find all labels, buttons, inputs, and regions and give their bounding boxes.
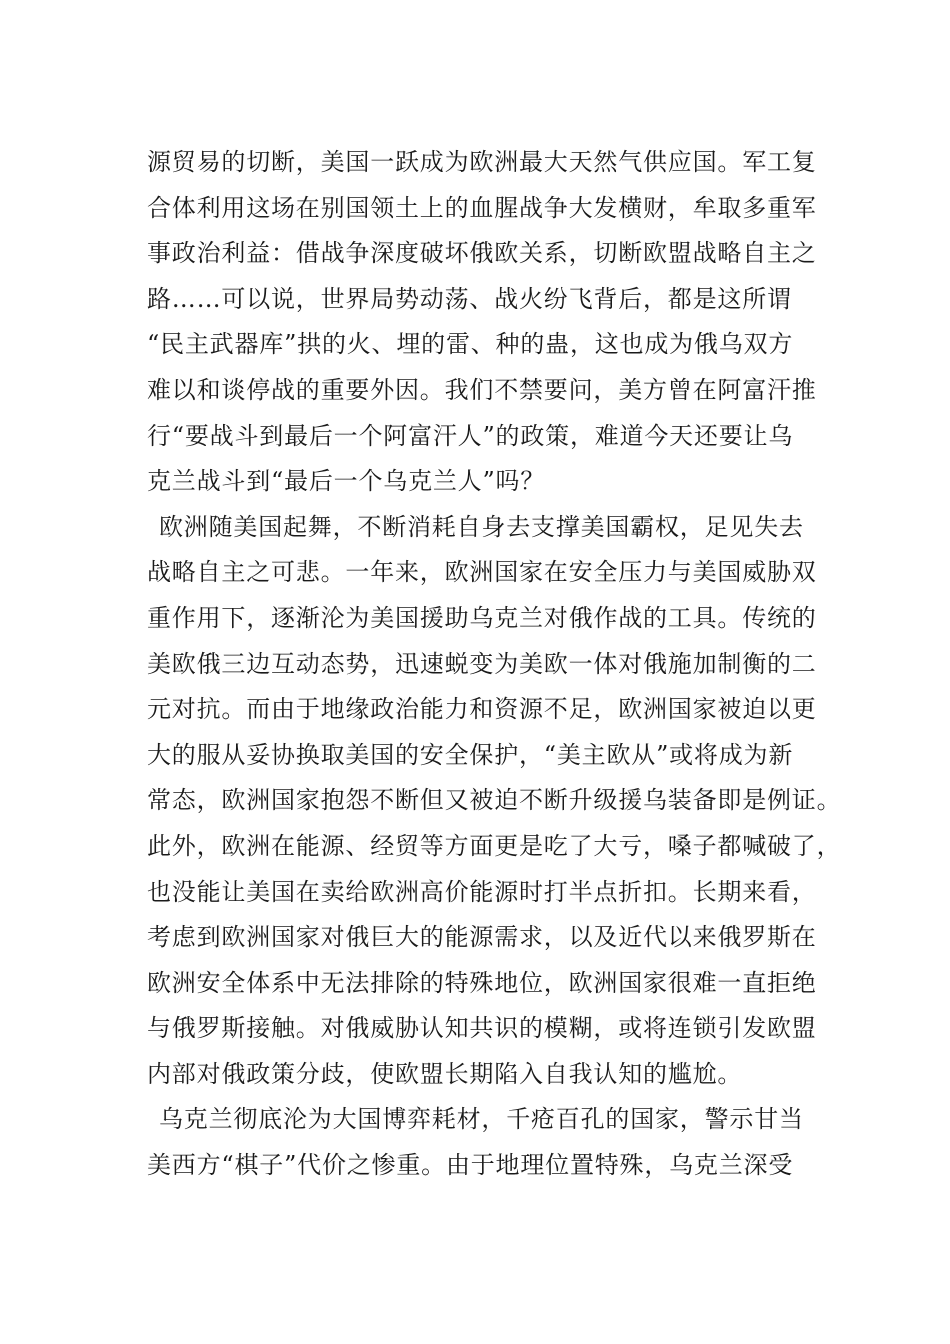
text-line: 欧洲安全体系中无法排除的特殊地位，欧洲国家很难一直拒绝: [147, 968, 817, 997]
text-line: 路……可以说，世界局势动荡、战火纷飞背后，都是这所谓: [147, 284, 792, 313]
paragraph-start-line: 欧洲随美国起舞，不断消耗自身去支撑美国霸权，足见失去: [159, 512, 804, 541]
text-line: 美西方“棋子”代价之惨重。由于地理位置特殊，乌克兰深受: [147, 1151, 794, 1180]
body-text: [147, 140, 847, 1189]
text-line: 事政治利益：借战争深度破坏俄欧关系，切断欧盟战略自主之: [147, 239, 817, 268]
text-line: 与俄罗斯接触。对俄威胁认知共识的模糊，或将连锁引发欧盟: [147, 1014, 817, 1043]
paragraph-start-line: 乌克兰彻底沦为大国博弈耗材，千疮百孔的国家，警示甘当: [159, 1105, 804, 1134]
text-line: 源贸易的切断，美国一跃成为欧洲最大天然气供应国。军工复: [147, 148, 817, 176]
text-line: “民主武器库”拱的火、埋的雷、种的蛊，这也成为俄乌双方: [147, 330, 794, 359]
text-line: 行“要战斗到最后一个阿富汗人”的政策，难道今天还要让乌: [147, 421, 794, 450]
text-line: 考虑到欧洲国家对俄巨大的能源需求，以及近代以来俄罗斯在: [147, 923, 817, 952]
text-line: 美欧俄三边互动态势，迅速蜕变为美欧一体对俄施加制衡的二: [147, 649, 817, 678]
text-line: 难以和谈停战的重要外因。我们不禁要问，美方曾在阿富汗推: [147, 375, 817, 404]
text-line: 战略自主之可悲。一年来，欧洲国家在安全压力与美国威胁双: [147, 558, 817, 587]
text-line: 常态，欧洲国家抱怨不断但又被迫不断升级援乌装备即是例证。: [147, 786, 842, 815]
text-line: 元对抗。而由于地缘政治能力和资源不足，欧洲国家被迫以更: [147, 695, 817, 724]
text-line: 内部对俄政策分歧，使欧盟长期陷入自我认知的尴尬。: [147, 1059, 743, 1088]
text-line: 也没能让美国在卖给欧洲高价能源时打半点折扣。长期来看，: [147, 877, 817, 906]
text-line: 此外，欧洲在能源、经贸等方面更是吃了大亏，嗓子都喊破了，: [147, 831, 842, 860]
text-line: 大的服从妥协换取美国的安全保护，“美主欧从”或将成为新: [147, 740, 794, 769]
text-line: 克兰战斗到“最后一个乌克兰人”吗？: [147, 467, 546, 496]
text-line: 重作用下，逐渐沦为美国援助乌克兰对俄作战的工具。传统的: [147, 603, 817, 632]
text-line: 合体利用这场在别国领土上的血腥战争大发横财，牟取多重军: [147, 193, 817, 222]
